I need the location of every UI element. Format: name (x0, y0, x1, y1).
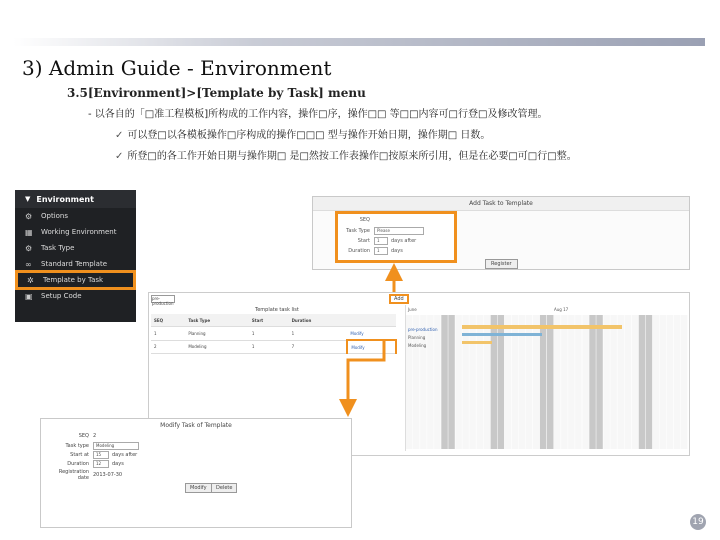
menu-item-options[interactable]: ⚙ Options (25, 211, 69, 221)
page-number: 19 (690, 514, 706, 530)
gantt-day-column (455, 315, 462, 449)
code-icon: ▣ (25, 291, 33, 301)
menu-item-template-by-task[interactable]: ✲ Template by Task (17, 272, 134, 288)
gantt-day-column (667, 315, 674, 449)
gantt-day-column (434, 315, 441, 449)
modify-link-highlighted[interactable]: Modify (347, 340, 396, 354)
gantt-day-column (561, 315, 568, 449)
page-title: 3) Admin Guide - Environment (22, 56, 332, 80)
gantt-day-column (660, 315, 667, 449)
gantt-legend-0: pre-production (408, 327, 438, 332)
task-type-row: Task Type Please (342, 227, 424, 235)
gantt-day-column (448, 315, 455, 449)
gantt-day-column (625, 315, 632, 449)
duration-input[interactable]: 1 (374, 247, 388, 255)
gantt-svg (406, 305, 688, 451)
check-icon: ✓ (115, 151, 124, 162)
duration-row: Duration 1 days (348, 248, 403, 254)
add-task-form-highlight (335, 211, 457, 263)
gantt-day-column (674, 315, 681, 449)
table-title: Template task list (255, 307, 299, 313)
gantt-bar-preproduction (462, 325, 622, 329)
gantt-day-column (427, 315, 434, 449)
gantt-legend-1: Planning (408, 335, 426, 340)
gantt-month-2: Aug 17 (554, 307, 569, 312)
gantt-bar-modeling (462, 341, 492, 344)
gantt-day-column (582, 315, 589, 449)
dots-icon: ∞ (25, 259, 32, 269)
caret-down-icon: ▼ (25, 195, 31, 203)
start-input[interactable]: 1 (374, 237, 388, 245)
task-type-select[interactable]: Please (374, 227, 424, 235)
gantt-day-column (618, 315, 625, 449)
template-task-table: SEQ Task Type Start Duration 1 Planning 1 1 Modify 2 Modeling 1 7 Modify (151, 314, 397, 354)
bullet-2 (115, 126, 490, 141)
modify-title: Modify Task of Template (160, 422, 232, 429)
menu-item-standard-template[interactable]: ∞ Standard Template (25, 259, 108, 269)
menu-item-task-type[interactable]: ⚙ Task Type (25, 243, 75, 253)
gantt-bar-planning (462, 333, 542, 336)
task-icon: ⚙ (25, 243, 33, 253)
modify-button[interactable]: Modify (185, 483, 212, 493)
bullet-2-text: 可以登□以各模板操作□序构成的操作□□□ 型与操作开始日期，操作期□ 日数。 (127, 130, 491, 141)
gantt-month-1: June (408, 307, 417, 312)
menu-item-setup-code[interactable]: ▣ Setup Code (25, 291, 82, 301)
modify-type-row: Task type Modeling (47, 442, 139, 450)
table-row: 1 Planning 1 1 Modify (151, 327, 396, 341)
modify-start-input[interactable]: 15 (93, 451, 109, 459)
gantt-chart (405, 305, 688, 451)
gantt-day-column (441, 315, 448, 449)
gantt-day-column (547, 315, 554, 449)
gear-icon: ⚙ (25, 211, 33, 221)
section-subtitle: 3.5[Environment]>[Template by Task] menu (67, 86, 366, 100)
modify-link[interactable]: Modify (347, 327, 396, 341)
add-button[interactable]: Add (389, 294, 409, 304)
seq-row: SEQ (359, 217, 370, 223)
modify-task-panel (40, 418, 352, 528)
modify-type-select[interactable]: Modeling (93, 442, 139, 450)
header-rule (13, 38, 705, 46)
calendar-icon: ▦ (25, 227, 33, 237)
environment-menu (15, 190, 136, 322)
gantt-day-column (610, 315, 617, 449)
add-task-panel (312, 196, 690, 270)
modify-duration-input[interactable]: 12 (93, 460, 109, 468)
gantt-day-column (589, 315, 596, 449)
modify-seq-row: SEQ 2 (78, 433, 97, 439)
gantt-day-column (639, 315, 646, 449)
gantt-day-column (603, 315, 610, 449)
gantt-legend-2: Modeling (408, 343, 427, 348)
gantt-day-column (632, 315, 639, 449)
gantt-day-column (568, 315, 575, 449)
menu-header[interactable]: ▼ Environment (15, 190, 136, 208)
modify-duration-row: Duration 12 days (67, 461, 124, 467)
register-button[interactable]: Register (485, 259, 518, 269)
bullet-3 (115, 147, 577, 162)
add-task-title: Add Task to Template (313, 197, 689, 211)
gantt-day-column (575, 315, 582, 449)
delete-button[interactable]: Delete (211, 483, 237, 493)
modify-start-row: Start at 15 days after (70, 452, 138, 458)
menu-item-working-environment[interactable]: ▦ Working Environment (25, 227, 117, 237)
bullet-3-text: 所登□的各工作开始日期与操作期□ 是□然按工作表操作□按原来所引用，但是在必要□可□行□整。 (127, 151, 577, 162)
gear-icon: ✲ (27, 275, 34, 285)
gantt-day-column (681, 315, 688, 449)
table-row: 2 Modeling 1 7 Modify (151, 340, 396, 354)
template-select[interactable]: pre-production (152, 296, 174, 306)
gantt-day-column (653, 315, 660, 449)
modify-regdate-row: Registration date 2013-07-30 (58, 469, 123, 481)
check-icon: ✓ (115, 130, 124, 141)
gantt-day-column (646, 315, 653, 449)
gantt-day-column (596, 315, 603, 449)
bullet-1: - 以各自的「□准工程模板]所构成的工作内容，操作□序，操作□□ 等□□内容可□行登□及修改管理。 (88, 109, 548, 120)
start-row: Start 1 days after (357, 238, 417, 244)
gantt-day-column (554, 315, 561, 449)
